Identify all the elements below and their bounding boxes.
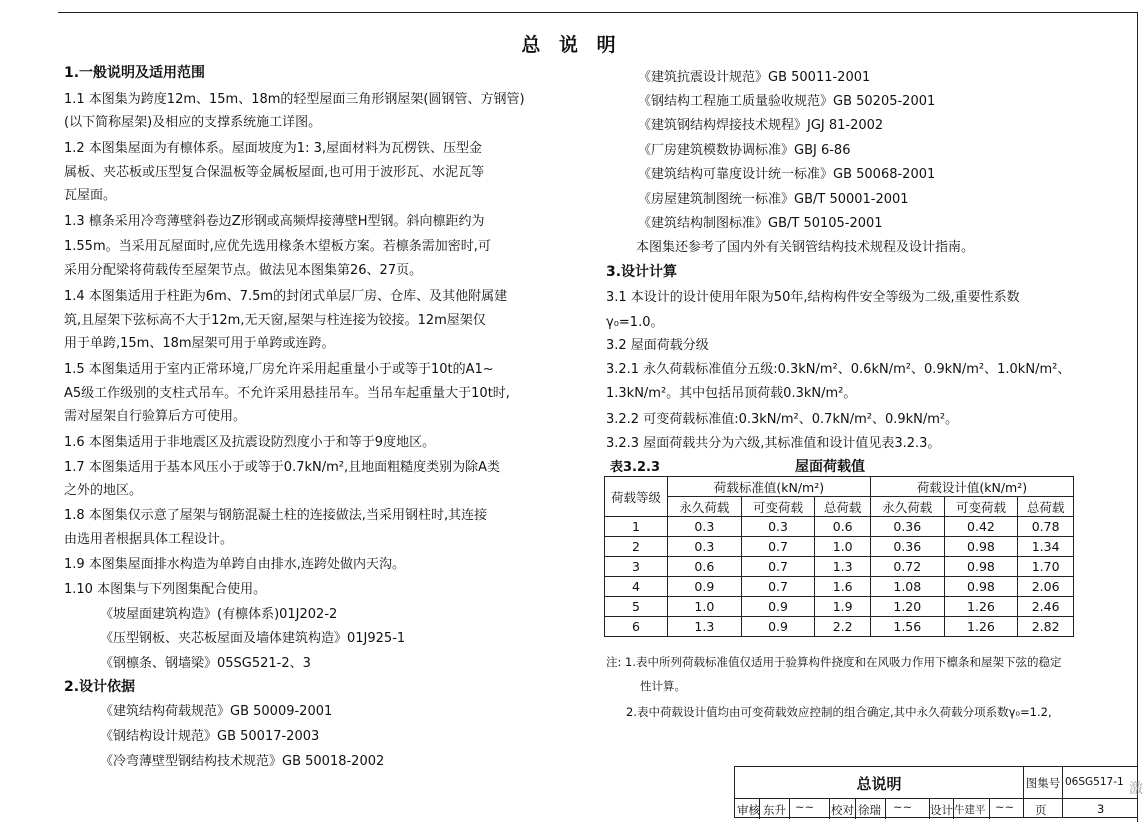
text-line: 《建筑抗震设计规范》GB 50011-2001: [638, 70, 871, 85]
table-cell: 0.36: [870, 517, 944, 537]
table-row: [605, 537, 1074, 557]
text-line: 本图集还参考了国内外有关钢管结构技术规程及设计指南。: [636, 240, 975, 255]
table-cell: 1.20: [870, 597, 944, 617]
table-cell: 1.3: [668, 617, 742, 637]
note-line: 2.表中荷载设计值均由可变荷载效应控制的组合确定,其中永久荷载分项系数γ₀=1.2,: [626, 705, 1052, 719]
table-cell: 0.3: [668, 517, 742, 537]
table-cell: 2: [605, 537, 668, 557]
table-cell: 1.26: [944, 617, 1018, 637]
column-header: 总荷载: [1018, 497, 1074, 517]
column-header: 可变荷载: [944, 497, 1018, 517]
table-cell: 1.26: [944, 597, 1018, 617]
table-cell: 1.3: [815, 557, 871, 577]
table-cell: 1.0: [815, 537, 871, 557]
table-cell: 3: [605, 557, 668, 577]
reviewer-name: 东升: [763, 803, 786, 817]
watermark: 激: [1129, 781, 1143, 797]
table-cell: 1.6: [815, 577, 871, 597]
text-line: 1.8 本图集仅示意了屋架与钢筋混凝土柱的连接做法,当采用钢柱时,其连接: [64, 508, 488, 523]
text-line: 用于单跨,15m、18m屋架可用于单跨或连跨。: [64, 336, 335, 351]
table-cell: 0.98: [944, 537, 1018, 557]
table-cell: 0.98: [944, 557, 1018, 577]
checker-name: 徐瑞: [858, 803, 881, 817]
table-cell: 0.78: [1018, 517, 1074, 537]
section-heading: 2.设计依据: [64, 679, 136, 695]
frame-top-border: [58, 12, 1138, 13]
table-cell: 2.06: [1018, 577, 1074, 597]
frame-right-border: [1137, 12, 1138, 822]
check-label: 校对: [831, 803, 854, 817]
text-line: 《坡屋面建筑构造》(有檩体系)01J202-2: [100, 607, 338, 622]
table-number: 表3.2.3: [610, 460, 661, 475]
table-cell: 0.7: [741, 537, 815, 557]
drawing-name: 总说明: [856, 775, 902, 793]
table-row: [605, 617, 1074, 637]
atlas-number: 06SG517-1: [1065, 776, 1124, 788]
text-line: 3.2.2 可变荷载标准值:0.3kN/m²、0.7kN/m²、0.9kN/m²。: [606, 412, 959, 427]
table-cell: 2.46: [1018, 597, 1074, 617]
table-row: [605, 597, 1074, 617]
text-line: 1.55m。当采用瓦屋面时,应优先选用椽条木望板方案。若檩条需加密时,可: [64, 239, 491, 254]
text-line: 采用分配梁将荷载传至屋架节点。做法见本图集第26、27页。: [64, 263, 423, 278]
table-cell: 0.98: [944, 577, 1018, 597]
text-line: 3.1 本设计的设计使用年限为50年,结构构件安全等级为二级,重要性系数: [606, 290, 1020, 305]
designer-signature: ~~: [995, 800, 1015, 814]
text-line: 《钢结构工程施工质量验收规范》GB 50205-2001: [638, 94, 936, 109]
title-block: [734, 766, 1138, 818]
standard-value-header: 荷载标准值(kN/m²): [668, 477, 871, 497]
text-line: 瓦屋面。: [64, 188, 117, 203]
text-line: 1.3kN/m²。其中包括吊顶荷载0.3kN/m²。: [606, 386, 857, 401]
table-cell: 1.34: [1018, 537, 1074, 557]
table-cell: 0.6: [668, 557, 742, 577]
page-number: 3: [1097, 802, 1105, 816]
table-title: 屋面荷载值: [795, 459, 865, 475]
table-cell: 0.72: [870, 557, 944, 577]
text-line: 属板、夹芯板或压型复合保温板等金属板屋面,也可用于波形瓦、水泥瓦等: [64, 165, 485, 180]
text-line: 1.3 檩条采用冷弯薄壁斜卷边Z形钢或高频焊接薄壁H型钢。斜向檩距约为: [64, 214, 485, 229]
table-cell: 1.56: [870, 617, 944, 637]
table-cell: 2.82: [1018, 617, 1074, 637]
column-header: 可变荷载: [741, 497, 815, 517]
table-cell: 6: [605, 617, 668, 637]
page-label: 页: [1035, 803, 1047, 817]
reviewer-signature: ~~: [795, 800, 815, 814]
text-line: 3.2.3 屋面荷载共分为六级,其标准值和设计值见表3.2.3。: [606, 436, 941, 451]
text-line: 《钢结构设计规范》GB 50017-2003: [100, 729, 320, 744]
atlas-label: 图集号: [1025, 776, 1061, 790]
table-cell: 1.70: [1018, 557, 1074, 577]
text-line: 1.5 本图集适用于室内正常环境,厂房允许采用起重量小于或等于10t的A1~: [64, 362, 494, 377]
table-cell: 4: [605, 577, 668, 597]
column-header: 总荷载: [815, 497, 871, 517]
text-line: 由选用者根据具体工程设计。: [64, 532, 234, 547]
table-cell: 0.6: [815, 517, 871, 537]
section-heading: 3.设计计算: [606, 264, 678, 280]
text-line: 1.9 本图集屋面排水构造为单跨自由排水,连跨处做内天沟。: [64, 557, 405, 572]
designer-name: 牛建平: [954, 804, 986, 816]
text-line: 《建筑结构可靠度设计统一标准》GB 50068-2001: [638, 167, 936, 182]
table-cell: 0.42: [944, 517, 1018, 537]
text-line: 3.2.1 永久荷载标准值分五级:0.3kN/m²、0.6kN/m²、0.9kN/m²、1.0kN/m²、: [606, 362, 1071, 377]
table-cell: 1.08: [870, 577, 944, 597]
table-row: [605, 517, 1074, 537]
section-heading: 1.一般说明及适用范围: [64, 65, 206, 81]
table-cell: 0.9: [741, 597, 815, 617]
text-line: A5级工作级别的支柱式吊车。不允许采用悬挂吊车。当吊车起重量大于10t时,: [64, 386, 510, 401]
text-line: 《压型钢板、夹芯板屋面及墙体建筑构造》01J925-1: [100, 631, 406, 646]
table-cell: 1.9: [815, 597, 871, 617]
table-cell: 0.9: [668, 577, 742, 597]
grade-header: 荷载等级: [605, 477, 668, 517]
table-cell: 1: [605, 517, 668, 537]
table-cell: 5: [605, 597, 668, 617]
text-line: 1.1 本图集为跨度12m、15m、18m的轻型屋面三角形钢屋架(圆钢管、方钢管): [64, 92, 525, 107]
table-cell: 0.3: [741, 517, 815, 537]
text-line: 筑,且屋架下弦标高不大于12m,无天窗,屋架与柱连接为铰接。12m屋架仅: [64, 313, 486, 328]
table-cell: 0.36: [870, 537, 944, 557]
note-line: 性计算。: [640, 679, 686, 693]
table-cell: 0.7: [741, 577, 815, 597]
page-title: 总 说 明: [521, 34, 622, 56]
design-value-header: 荷载设计值(kN/m²): [870, 477, 1073, 497]
text-line: 《建筑钢结构焊接技术规程》JGJ 81-2002: [638, 118, 884, 133]
text-line: 《建筑结构荷载规范》GB 50009-2001: [100, 704, 333, 719]
column-header: 永久荷载: [668, 497, 742, 517]
text-line: 《厂房建筑模数协调标准》GBJ 6-86: [638, 143, 851, 158]
text-line: 《钢檩条、钢墙梁》05SG521-2、3: [100, 656, 311, 671]
text-line: 1.10 本图集与下列图集配合使用。: [64, 582, 267, 597]
text-line: 1.6 本图集适用于非地震区及抗震设防烈度小于和等于9度地区。: [64, 435, 436, 450]
column-header: 永久荷载: [870, 497, 944, 517]
text-line: 1.2 本图集屋面为有檩体系。屋面坡度为1: 3,屋面材料为瓦楞铁、压型金: [64, 141, 482, 156]
table-cell: 0.9: [741, 617, 815, 637]
table-row: [605, 577, 1074, 597]
text-line: 《建筑结构制图标准》GB/T 50105-2001: [638, 216, 883, 231]
text-line: 3.2 屋面荷载分级: [606, 338, 709, 353]
table-cell: 1.0: [668, 597, 742, 617]
text-line: 需对屋架自行验算后方可使用。: [64, 409, 247, 424]
design-label: 设计: [930, 803, 953, 817]
table-cell: 0.7: [741, 557, 815, 577]
table-row: [605, 557, 1074, 577]
text-line: 《房屋建筑制图统一标准》GB/T 50001-2001: [638, 192, 909, 207]
text-line: 1.7 本图集适用于基本风压小于或等于0.7kN/m²,且地面粗糙度类别为除A类: [64, 460, 501, 475]
text-line: 1.4 本图集适用于柱距为6m、7.5m的封闭式单层厂房、仓库、及其他附属建: [64, 289, 508, 304]
table-cell: 2.2: [815, 617, 871, 637]
text-line: γ₀=1.0。: [606, 315, 664, 330]
review-label: 审核: [737, 803, 760, 817]
load-table: [604, 476, 1074, 637]
checker-signature: ~~: [893, 800, 913, 814]
table-cell: 0.3: [668, 537, 742, 557]
text-line: (以下简称屋架)及相应的支撑系统施工详图。: [64, 115, 322, 130]
note-line: 注: 1.表中所列荷载标准值仅适用于验算构件挠度和在风吸力作用下檩条和屋架下弦的稳定: [606, 655, 1062, 669]
text-line: 之外的地区。: [64, 483, 143, 498]
text-line: 《冷弯薄壁型钢结构技术规范》GB 50018-2002: [100, 754, 385, 769]
